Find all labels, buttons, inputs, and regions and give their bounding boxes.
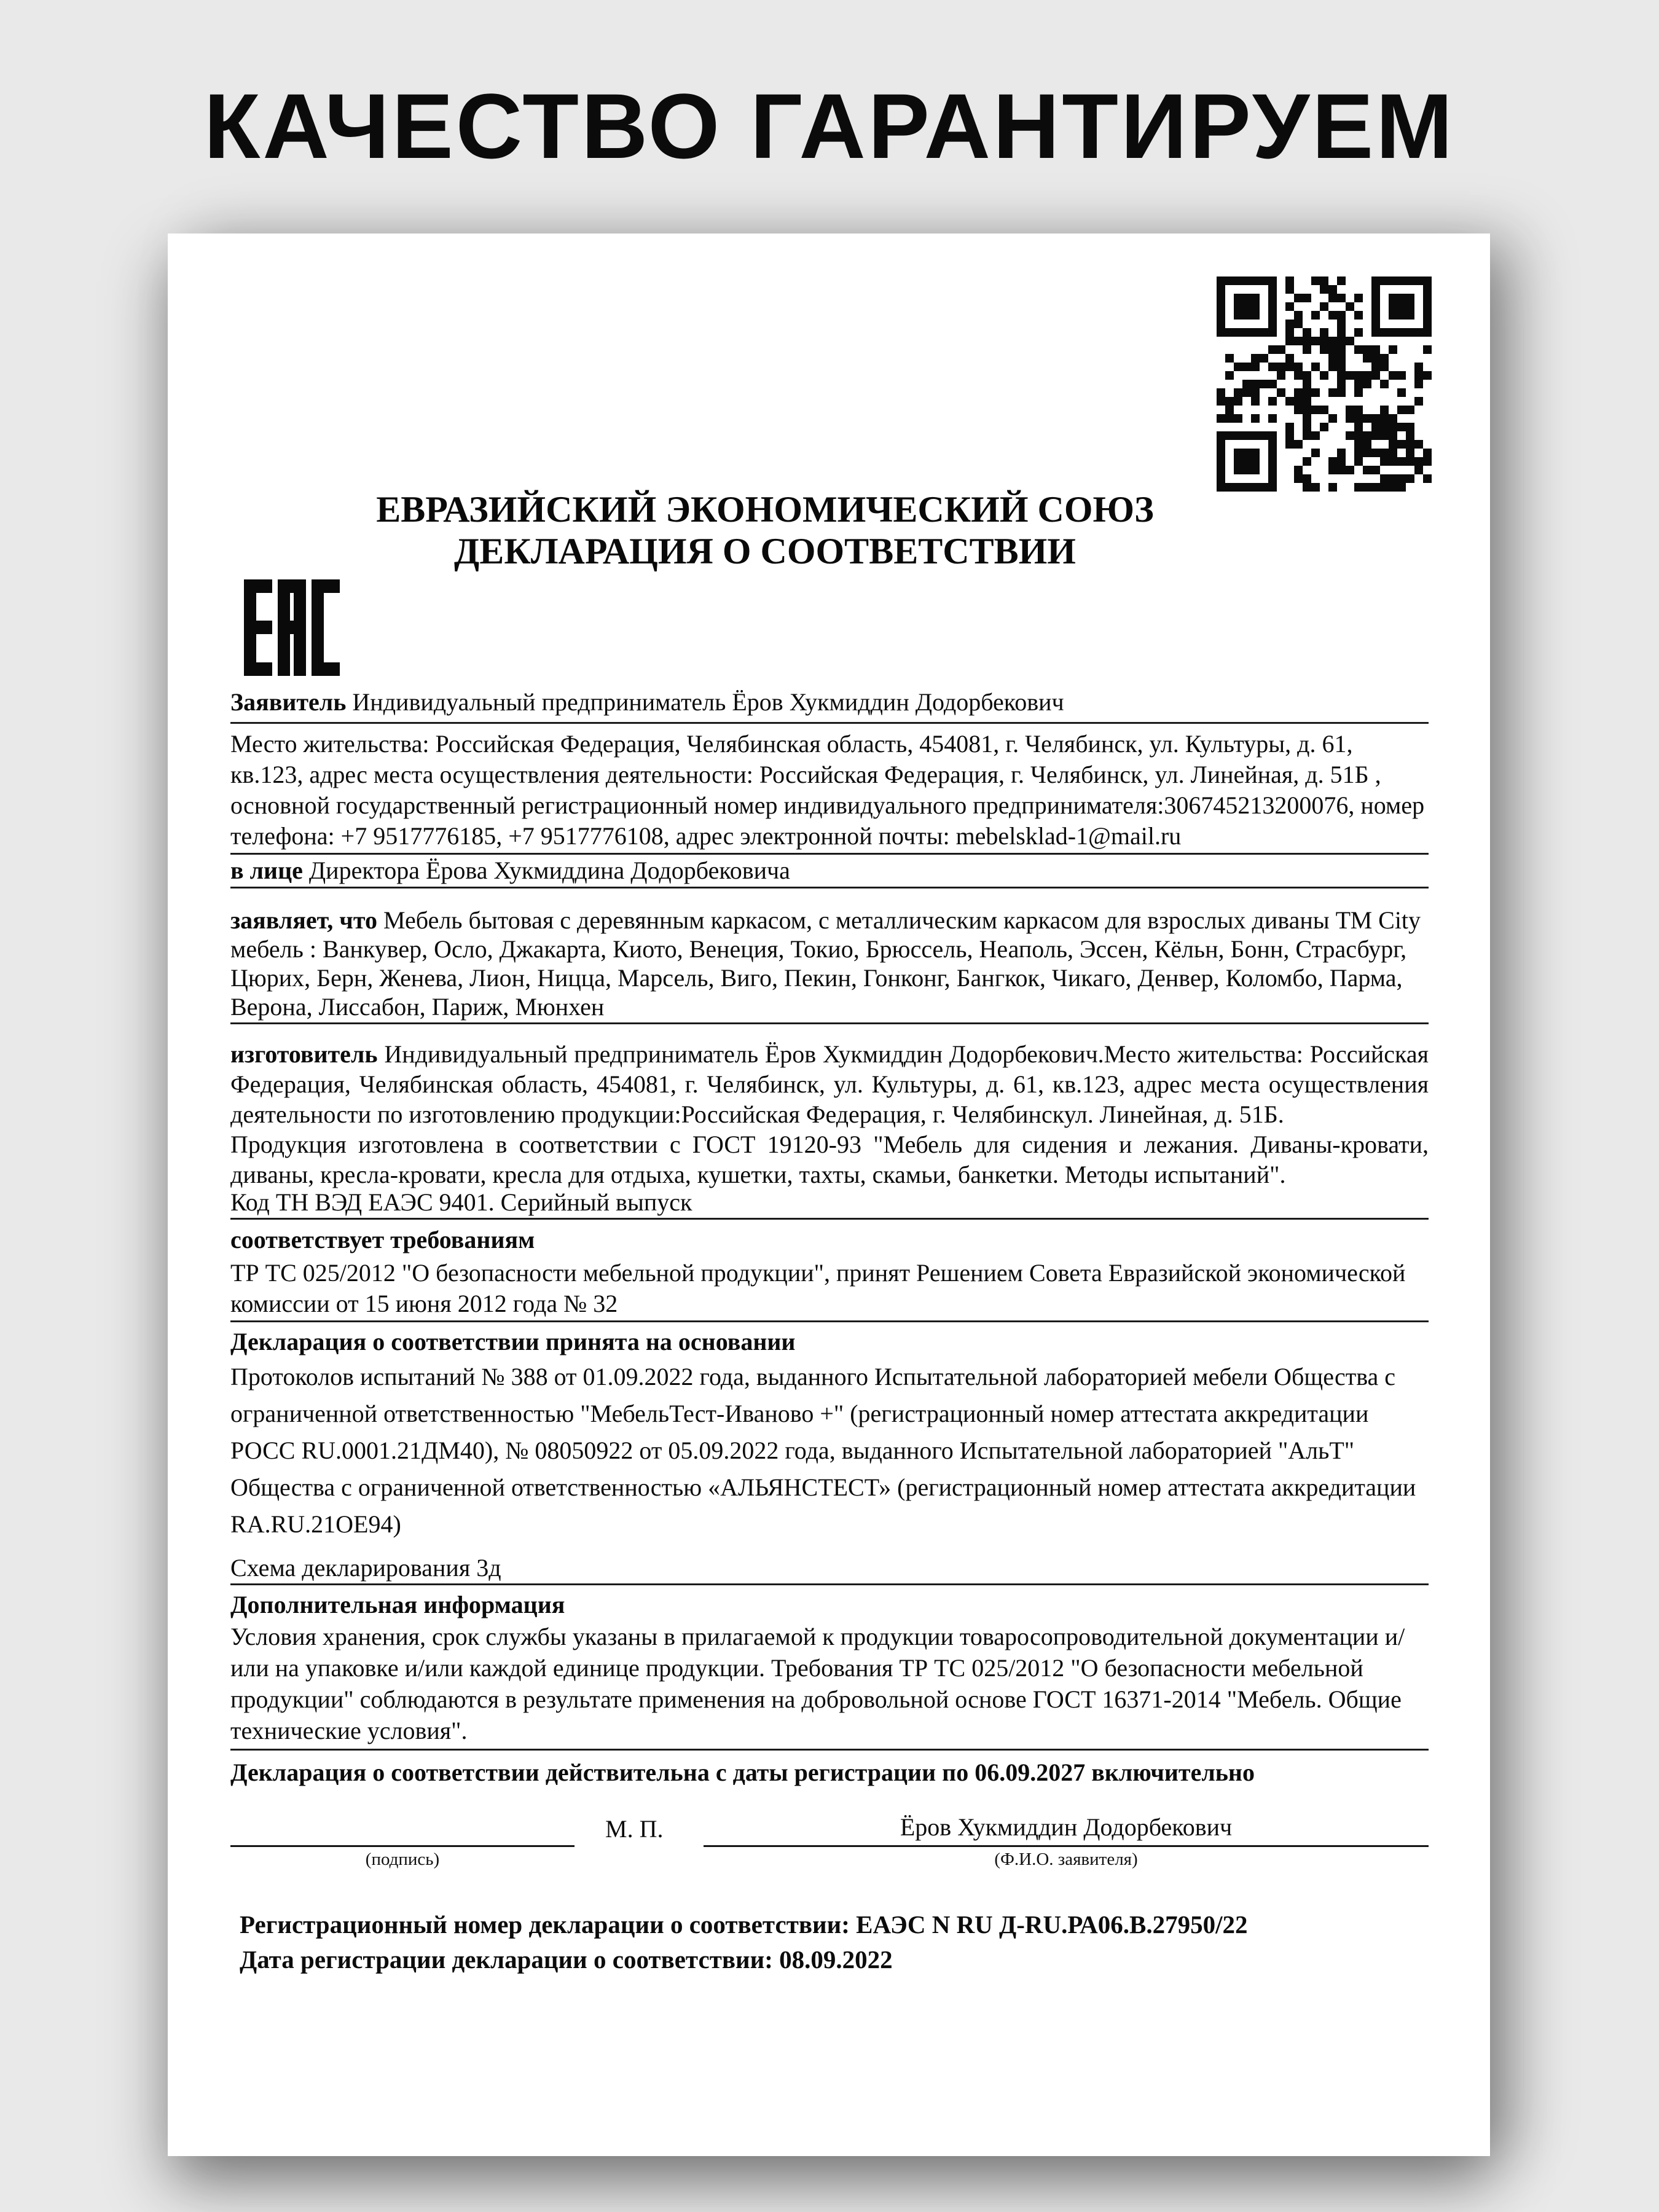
- signature-caption: (подпись): [365, 1849, 440, 1869]
- applicant-value: Индивидуальный предприниматель Ёров Хукмиддин Додорбекович: [352, 688, 1064, 716]
- declaration-title-line: ДЕКЛАРАЦИЯ О СООТВЕТСТВИИ: [454, 531, 1076, 571]
- applicant-line: [230, 686, 1429, 724]
- requirements-paragraph: ТР ТС 025/2012 "О безопасности мебельной продукции", принят Решением Совета Евразийской экономической комиссии от 15 июня 2012 года № 32: [230, 1258, 1429, 1322]
- additional-paragraph: Условия хранения, срок службы указаны в прилагаемой к продукции товаросопроводительной документации и/или на упаковке и/или каждой единице продукции. Требования ТР ТС 025/2012 "О безопасности мебельной продукции" соблюдаются в результате применения на добровольной основе ГОСТ 16371-2014 "Мебель. Общие технические условия".: [230, 1621, 1429, 1751]
- registration-date-line: Дата регистрации декларации о соответствии: 08.09.2022: [240, 1945, 893, 1974]
- residence-paragraph: Место жительства: Российская Федерация, Челябинская область, 454081, г. Челябинск, ул. Культуры, д. 61, кв.123, адрес места осуществления деятельности: Российская Федерация, г. Челябинск, ул. Линейная, д. 51Б , основной государственный регистрационный номер индивидуального предпринимателя:306745213200076, номер телефона: +7 9517776185, +7 9517776108, адрес электронной почты: mebelsklad-1@mail.ru: [230, 729, 1429, 855]
- basis-paragraph: Протоколов испытаний № 388 от 01.09.2022 года, выданного Испытательной лабораторией мебели Общества с ограниченной ответственностью "МебельТест-Иваново +" (регистрационный номер аттестата аккредитации РОСС RU.0001.21ДМ40), № 08050922 от 05.09.2022 года, выданного Испытательной лабораторией "АльТ" Общества с ограниченной ответственностью «АЛЬЯНСТЕСТ» (регистрационный номер аттестата аккредитации RA.RU.21OE94): [230, 1363, 1416, 1538]
- in-face-line: [230, 858, 1429, 888]
- signature-space: [230, 1813, 575, 1841]
- applicant-label: Заявитель: [230, 688, 347, 716]
- signature-line: [230, 1841, 575, 1847]
- tnved-line: Код ТН ВЭД ЕАЭС 9401. Серийный выпуск: [230, 1190, 1429, 1220]
- product-standard-paragraph: Продукция изготовлена в соответствии с ГОСТ 19120-93 "Мебель для сидения и лежания. Диваны-кровати, диваны, кресла-кровати, кресла для отдыха, кушетки, тахты, скамьи, банкетки. Методы испытаний".: [230, 1131, 1429, 1188]
- stamp-place-label: М. П.: [605, 1815, 664, 1843]
- declares-paragraph: [230, 906, 1429, 1024]
- signature-block: [230, 1813, 1429, 1872]
- registration-block: [240, 1907, 1429, 1977]
- declares-value: Мебель бытовая с деревянным каркасом, с металлическим каркасом для взрослых диваны ТМ City мебель : Ванкувер, Осло, Джакарта, Киото, Венеция, Токио, Брюссель, Неаполь, Эссен, Кёльн, Бонн, Страсбург, Цюрих, Берн, Женева, Лион, Ницца, Марсель, Виго, Пекин, Гонконг, Бангкок, Чикаго, Денвер, Коломбо, Парма, Верона, Лиссабон, Париж, Мюнхен: [230, 906, 1421, 1021]
- in-face-value: Директора Ёрова Хукмиддина Додорбековича: [308, 857, 790, 884]
- basis-heading: Декларация о соответствии принята на основании: [230, 1328, 796, 1355]
- manufacturer-section: [230, 1039, 1429, 1220]
- declaration-document-page: [168, 233, 1490, 2156]
- signer-name: Ёров Хукмиддин Додорбекович: [900, 1813, 1233, 1841]
- document-content: [230, 233, 1429, 1977]
- signer-name-column: [704, 1813, 1429, 1872]
- signer-name-line: [704, 1841, 1429, 1847]
- validity-line: Декларация о соответствии действительна с даты регистрации по 06.09.2027 включительно: [230, 1759, 1255, 1786]
- complies-heading: соответствует требованиям: [230, 1226, 535, 1253]
- manufacturer-paragraph: [230, 1039, 1429, 1129]
- registration-number-line: Регистрационный номер декларации о соответствии: ЕАЭС N RU Д-RU.РА06.В.27950/22: [240, 1910, 1248, 1939]
- manufacturer-label: изготовитель: [230, 1040, 378, 1068]
- document-title: [230, 488, 1300, 572]
- union-title-line: ЕВРАЗИЙСКИЙ ЭКОНОМИЧЕСКИЙ СОЮЗ: [376, 489, 1154, 530]
- in-face-label: в лице: [230, 857, 303, 884]
- quality-banner-title: КАЧЕСТВО ГАРАНТИРУЕМ: [203, 74, 1456, 178]
- declares-label: заявляет, что: [230, 906, 377, 934]
- scheme-line: Схема декларирования 3д: [230, 1555, 1429, 1585]
- manufacturer-value: Индивидуальный предприниматель Ёров Хукмиддин Додорбекович.Место жительства: Российская Федерация, Челябинская область, 454081, г. Челябинск, ул. Культуры, д. 61, кв.123, адрес места осуществления деятельности по изготовлению продукции:Российская Федерация, г. Челябинскул. Линейная, д. 51Б.: [230, 1040, 1429, 1128]
- additional-heading: Дополнительная информация: [230, 1591, 565, 1618]
- signer-name-caption: (Ф.И.О. заявителя): [994, 1849, 1138, 1869]
- signature-column: [230, 1813, 575, 1872]
